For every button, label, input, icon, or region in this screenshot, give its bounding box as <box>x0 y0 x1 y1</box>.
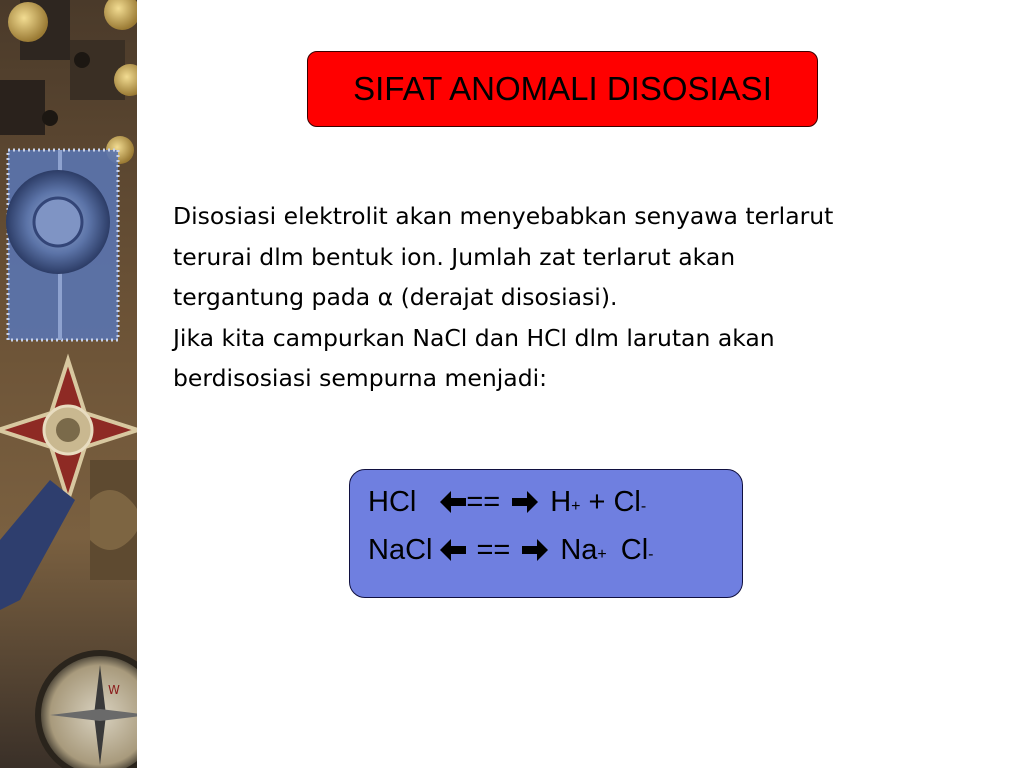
body-line-1: Disosiasi elektrolit akan menyebabkan senyawa terlarut <box>173 202 834 230</box>
plus-sign: + <box>588 486 606 518</box>
side-photo-strip <box>0 0 137 768</box>
body-line-3: tergantung pada α (derajat disosiasi). <box>173 283 618 311</box>
equals-sign: == <box>476 534 511 566</box>
reactant: NaCl <box>368 534 433 566</box>
arrow-right-icon <box>512 491 538 513</box>
svg-text:W: W <box>108 683 120 697</box>
title-banner <box>307 51 818 127</box>
slide-title: SIFAT ANOMALI DISOSIASI <box>353 70 772 107</box>
arrow-left-icon <box>440 491 466 513</box>
product-anion: Cl <box>613 486 641 518</box>
body-line-2: terurai dlm bentuk ion. Jumlah zat terlarut akan <box>173 242 736 271</box>
product-anion: Cl <box>620 534 649 566</box>
body-paragraph <box>173 196 973 399</box>
equation-nacl: NaCl == Na + Cl - <box>368 534 654 566</box>
body-line-4: Jika kita campurkan NaCl dan HCl dlm larutan akan <box>173 323 775 352</box>
equals-sign: == <box>466 486 501 518</box>
equation-hcl: HCl == H + + Cl - <box>368 486 647 518</box>
reactant: HCl <box>368 486 417 518</box>
body-line-5: berdisosiasi sempurna menjadi: <box>173 364 548 392</box>
product-cation: H <box>550 486 572 518</box>
product-cation: Na <box>560 534 598 566</box>
arrow-right-icon <box>522 539 548 561</box>
medals-collage-image <box>0 0 137 768</box>
arrow-left-icon <box>440 539 466 561</box>
equation-box <box>349 469 743 598</box>
